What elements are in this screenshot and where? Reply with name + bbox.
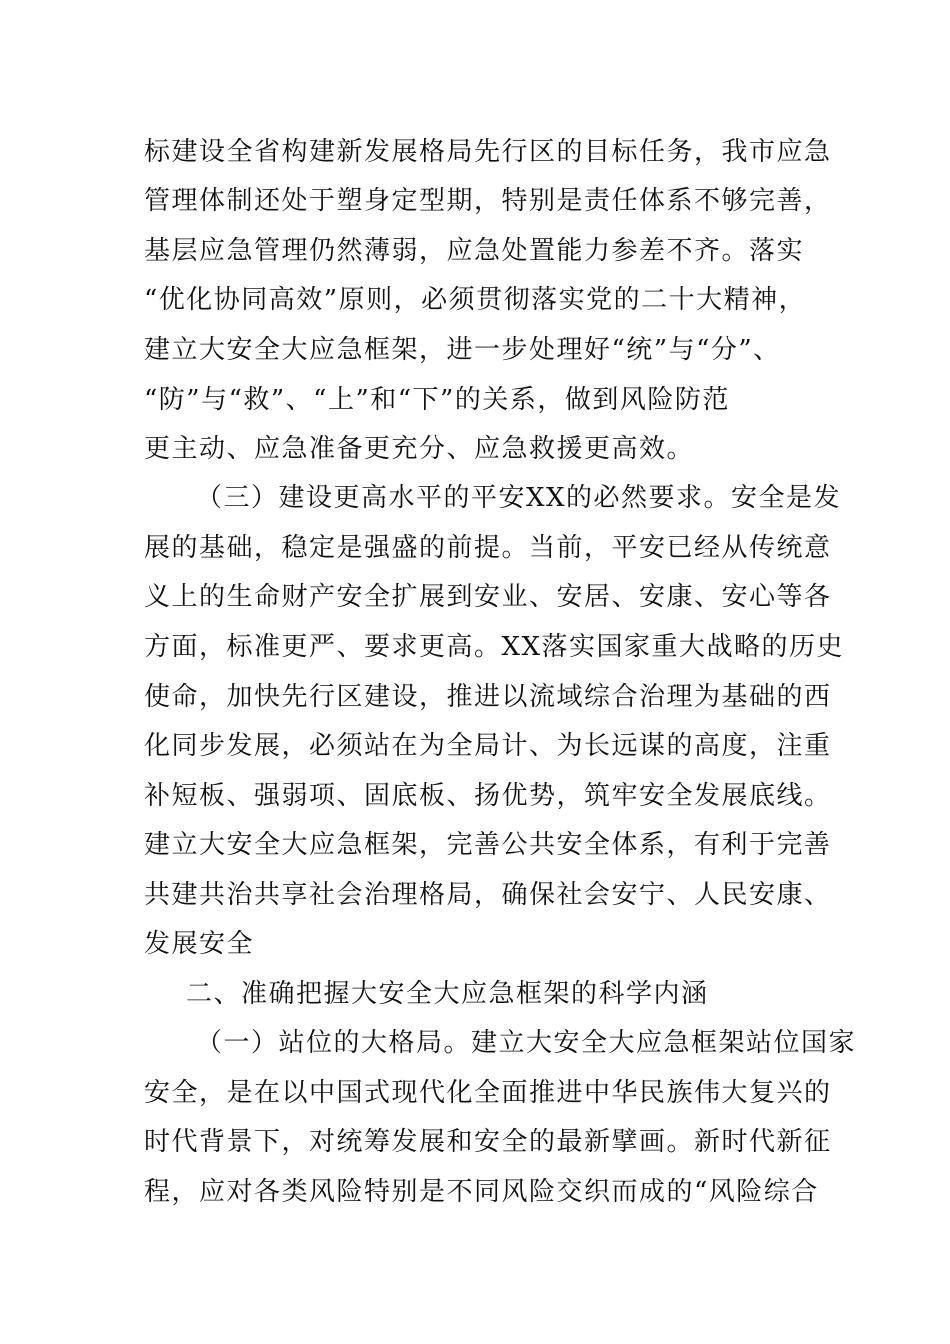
text-line-5: 建立大安全大应急框架，进一步处理好“统”与“分”、 bbox=[144, 335, 781, 365]
text-line-7: 更主动、应急准备更充分、应急救援更高效。 bbox=[144, 434, 695, 464]
text-line-9: 展的基础，稳定是强盛的前提。当前，平安已经从传统意 bbox=[144, 533, 832, 563]
section-heading-3: （三）建设更高水平的平安XX的必然要求。安全是发 bbox=[196, 483, 842, 513]
text-line-14: 补短板、强弱项、固底板、扬优势，筑牢安全发展底线。 bbox=[144, 781, 832, 811]
text-line-11: 方面，标准更严、要求更高。XX落实国家重大战略的历史 bbox=[144, 632, 845, 662]
text-line-6: “防”与“救”、“上”和“下”的关系，做到风险防范 bbox=[144, 385, 730, 415]
text-line-16: 共建共治共享社会治理格局，确保社会安宁、人民安康、 bbox=[144, 880, 832, 910]
text-line-1: 标建设全省构建新发展格局先行区的目标任务，我市应急 bbox=[144, 137, 832, 167]
text-line-12: 使命，加快先行区建设，推进以流域综合治理为基础的西 bbox=[144, 682, 832, 712]
text-line-10: 义上的生命财产安全扩展到安业、安居、安康、安心等各 bbox=[144, 582, 832, 612]
text-line-3: 基层应急管理仍然薄弱，应急处置能力参差不齐。落实 bbox=[144, 236, 805, 266]
text-line-4: “优化协同高效”原则，必须贯彻落实党的二十大精神， bbox=[144, 285, 807, 315]
text-line-17: 发展安全 bbox=[144, 929, 255, 959]
text-line-2: 管理体制还处于塑身定型期，特别是责任体系不够完善， bbox=[144, 186, 832, 216]
subsection-heading-1: （一）站位的大格局。建立大安全大应急框架站位国家 bbox=[196, 1028, 857, 1058]
text-line-20: 安全，是在以中国式现代化全面推进中华民族伟大复兴的 bbox=[144, 1078, 832, 1108]
text-line-15: 建立大安全大应急框架，完善公共安全体系，有利于完善 bbox=[144, 830, 832, 860]
text-line-13: 化同步发展，必须站在为全局计、为长远谋的高度，注重 bbox=[144, 731, 832, 761]
section-heading-2: 二、准确把握大安全大应急框架的科学内涵 bbox=[186, 979, 709, 1009]
text-line-21: 时代背景下，对统筹发展和安全的最新擘画。新时代新征 bbox=[144, 1127, 832, 1157]
text-line-22: 程，应对各类风险特别是不同风险交织而成的“风险综合 bbox=[144, 1177, 819, 1207]
